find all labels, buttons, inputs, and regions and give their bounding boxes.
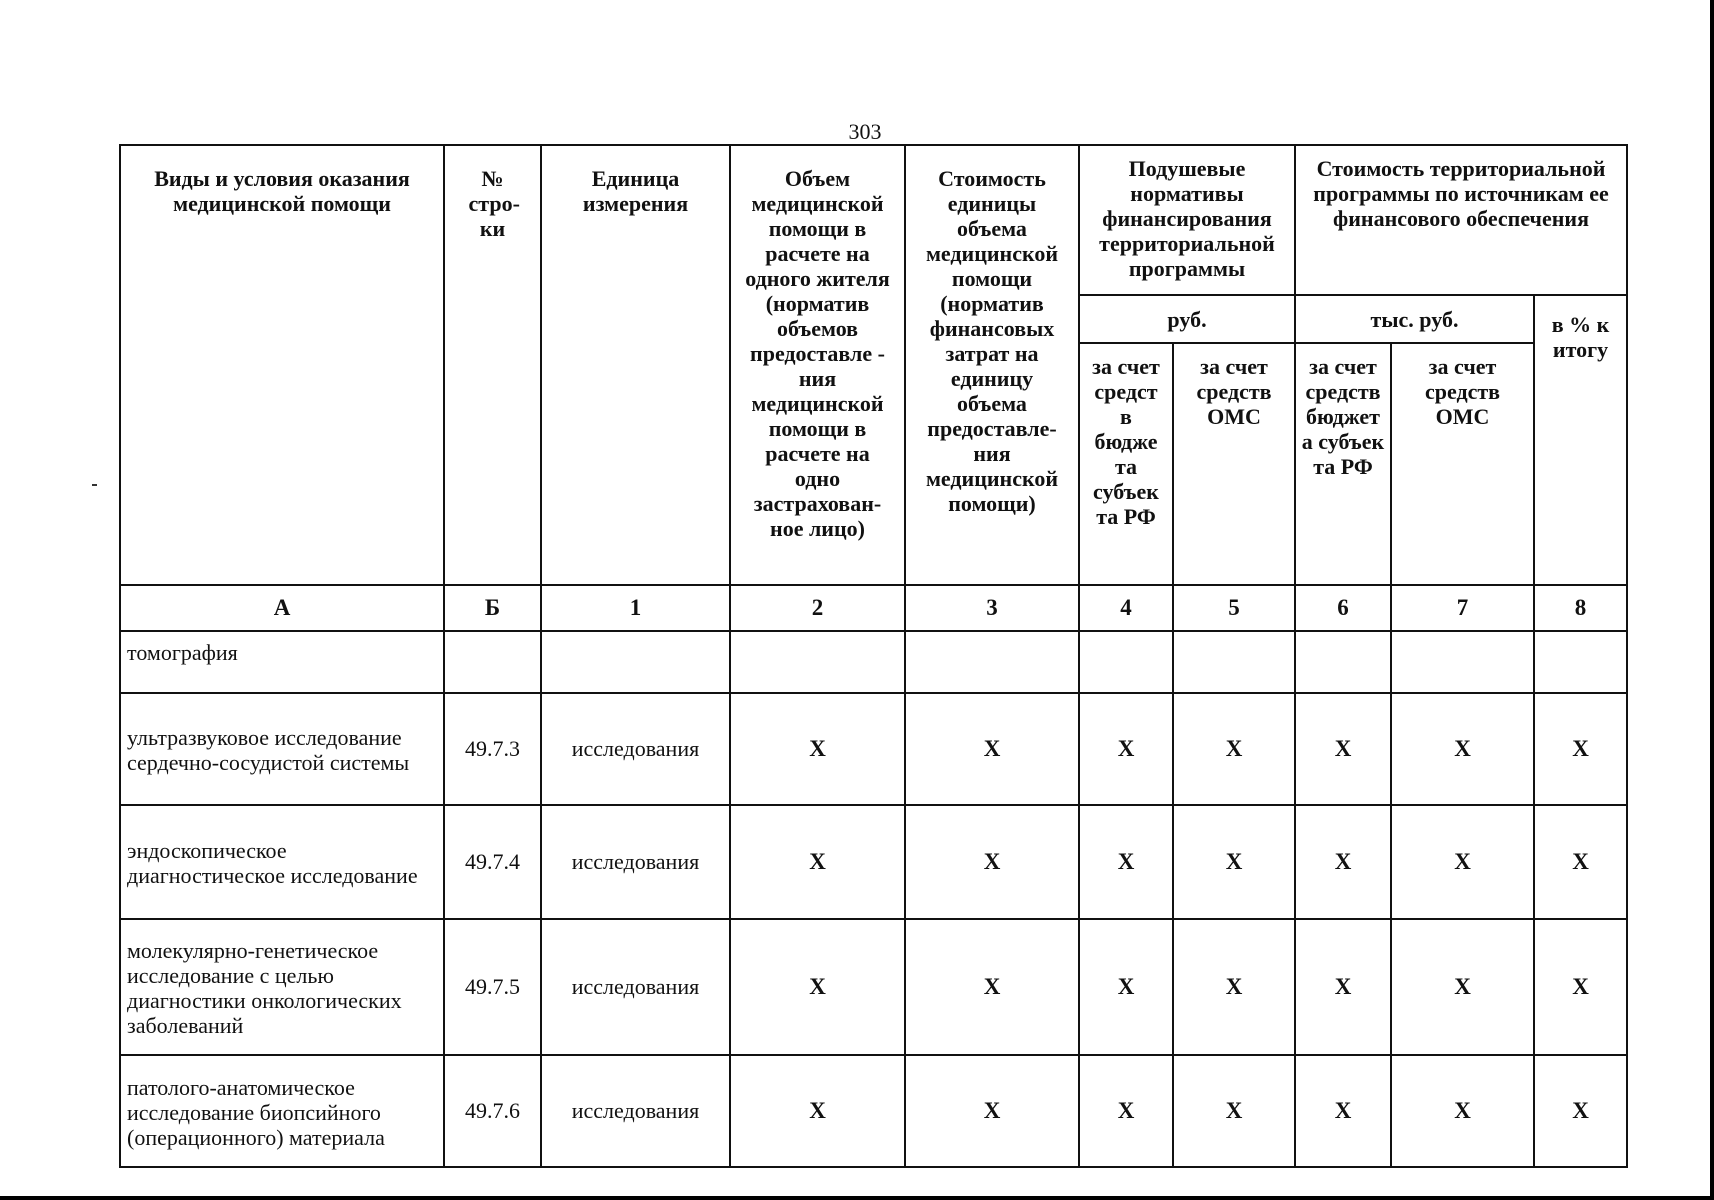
scan-mark <box>92 484 97 486</box>
index-cell: 2 <box>730 585 905 631</box>
row-value: X <box>1079 805 1173 919</box>
index-cell: 8 <box>1534 585 1627 631</box>
page-edge-right <box>1710 0 1714 1200</box>
table-row <box>120 805 1627 919</box>
table-row <box>120 693 1627 805</box>
row-value <box>1079 631 1173 693</box>
row-value: X <box>730 1055 905 1167</box>
header-type-of-care: Виды и условия оказания медицинской помощи <box>120 145 444 585</box>
table-row <box>120 631 1627 693</box>
row-value: X <box>1391 805 1534 919</box>
index-cell: Б <box>444 585 541 631</box>
row-value: X <box>730 919 905 1055</box>
header-rub: руб. <box>1079 295 1295 343</box>
row-value: X <box>1173 805 1295 919</box>
row-unit: исследования <box>541 805 730 919</box>
row-value: X <box>1534 693 1627 805</box>
row-value <box>905 631 1079 693</box>
header-thousand-rub: тыс. руб. <box>1295 295 1534 343</box>
header-col4-label: за счет средст в бюдже та субъек та РФ <box>1092 354 1160 529</box>
header-volume <box>730 145 905 585</box>
row-value: X <box>1391 693 1534 805</box>
row-value: X <box>905 805 1079 919</box>
row-value: X <box>1173 693 1295 805</box>
header-col6-budget <box>1295 343 1391 585</box>
financing-table <box>119 144 1628 1168</box>
index-cell: 1 <box>541 585 730 631</box>
row-value: X <box>1295 919 1391 1055</box>
page-edge-bottom <box>0 1196 1714 1200</box>
header-col6-label: за счет средств бюджет а субъек та РФ <box>1301 354 1385 479</box>
header-col5-label: за счет средств ОМС <box>1196 354 1272 429</box>
row-number: 49.7.6 <box>444 1055 541 1167</box>
header-col7-oms <box>1391 343 1534 585</box>
row-value <box>1173 631 1295 693</box>
row-value <box>1391 631 1534 693</box>
row-value: X <box>1079 919 1173 1055</box>
row-unit: исследования <box>541 693 730 805</box>
row-number: 49.7.5 <box>444 919 541 1055</box>
index-row <box>120 585 1627 631</box>
row-value: X <box>1173 919 1295 1055</box>
row-value: X <box>1079 1055 1173 1167</box>
row-value: X <box>1295 1055 1391 1167</box>
row-value: X <box>1079 693 1173 805</box>
row-name: патолого-анатомическое исследование биопсийного (операционного) материала <box>120 1055 444 1167</box>
row-value: X <box>1391 919 1534 1055</box>
row-value: X <box>1295 805 1391 919</box>
index-cell: 6 <box>1295 585 1391 631</box>
header-col7-label: за счет средств ОМС <box>1424 354 1501 429</box>
row-name: эндоскопическое диагностическое исследование <box>120 805 444 919</box>
header-percent-of-total <box>1534 295 1627 585</box>
row-name: молекулярно-генетическое исследование с целью диагностики онкологических заболеваний <box>120 919 444 1055</box>
row-value: X <box>1534 1055 1627 1167</box>
index-cell: А <box>120 585 444 631</box>
header-unit-cost-label: Стоимость единицы объема медицинской помощи (норматив финансовых затрат на единицу объема предоставле-ния медицинской помощи) <box>925 166 1059 516</box>
row-number: 49.7.4 <box>444 805 541 919</box>
row-number <box>444 631 541 693</box>
row-value <box>1295 631 1391 693</box>
header-per-capita-group <box>1079 145 1295 295</box>
row-value <box>1534 631 1627 693</box>
header-col5-oms <box>1173 343 1295 585</box>
row-value: X <box>730 693 905 805</box>
header-row-number-label: № стро-ки <box>468 166 520 241</box>
row-value: X <box>905 693 1079 805</box>
row-value: X <box>905 919 1079 1055</box>
row-unit: исследования <box>541 919 730 1055</box>
header-program-cost-label: Стоимость территориальной программы по источникам ее финансового обеспечения <box>1313 156 1609 231</box>
row-unit: исследования <box>541 1055 730 1167</box>
index-cell: 5 <box>1173 585 1295 631</box>
row-name: ультразвуковое исследование сердечно-сосудистой системы <box>120 693 444 805</box>
row-value: X <box>1391 1055 1534 1167</box>
header-per-capita-label: Подушевые нормативы финансирования территориальной программы <box>1099 156 1275 281</box>
index-cell: 7 <box>1391 585 1534 631</box>
index-cell: 4 <box>1079 585 1173 631</box>
table-row <box>120 919 1627 1055</box>
page-number: 303 <box>848 119 882 144</box>
header-percent-label: в % к итогу <box>1551 312 1610 362</box>
row-value: X <box>1534 919 1627 1055</box>
row-name: томография <box>120 631 444 693</box>
index-cell: 3 <box>905 585 1079 631</box>
row-unit <box>541 631 730 693</box>
header-col4-budget <box>1079 343 1173 585</box>
row-value: X <box>905 1055 1079 1167</box>
row-value: X <box>1534 805 1627 919</box>
row-value <box>730 631 905 693</box>
header-unit-cost <box>905 145 1079 585</box>
header-unit <box>541 145 730 585</box>
header-row-number <box>444 145 541 585</box>
row-value: X <box>730 805 905 919</box>
row-value: X <box>1173 1055 1295 1167</box>
row-number: 49.7.3 <box>444 693 541 805</box>
row-value: X <box>1295 693 1391 805</box>
table-row <box>120 1055 1627 1167</box>
header-unit-label: Единица измерения <box>582 166 689 216</box>
header-program-cost-group <box>1295 145 1627 295</box>
header-volume-label: Объем медицинской помощи в расчете на одного жителя (норматив объемов предоставле - ния медицинской помощи в расчете на одно застрахован-ное лицо) <box>745 166 890 541</box>
